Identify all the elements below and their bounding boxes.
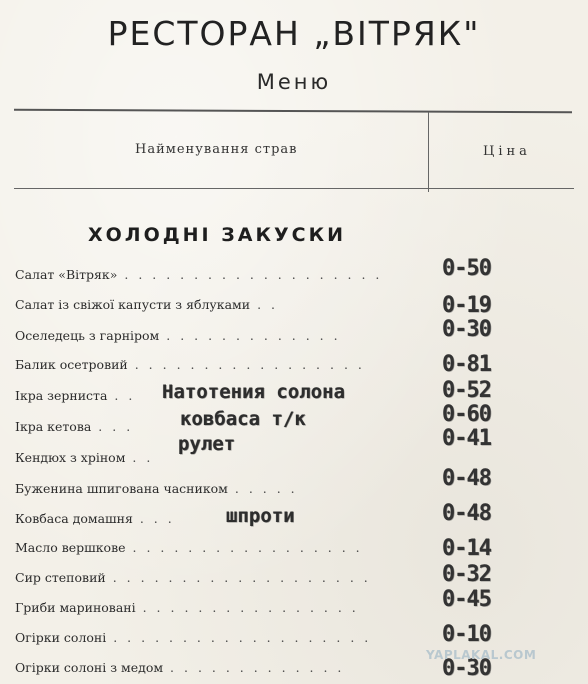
item-name: Оселедець з гарніром — [15, 328, 160, 343]
menu-item — [15, 297, 435, 317]
menu-item — [15, 511, 435, 531]
item-name: Буженина шпигована часником — [15, 481, 228, 496]
section-title-cold-appetizers: ХОЛОДНІ ЗАКУСКИ — [88, 224, 346, 246]
column-divider — [428, 112, 429, 192]
item-name: Ікра кетова — [15, 419, 92, 434]
item-dots: . . — [250, 297, 279, 312]
header-divider — [14, 188, 574, 189]
item-price: 0-48 — [442, 501, 491, 526]
typed-addition-natotenia: Натотения солона — [162, 381, 346, 403]
item-dots: . . . . . . . . . . . . . — [159, 328, 341, 343]
menu-subtitle: Меню — [256, 70, 332, 94]
item-dots: . . . . . . . . . . . . . . . . . — [127, 357, 365, 372]
item-price: 0-60 — [442, 402, 491, 427]
menu-item — [15, 357, 435, 377]
typed-addition-rulet: рулет — [178, 433, 236, 455]
item-price: 0-32 — [442, 562, 491, 587]
item-dots: . . . . . . . . . . . . . . . . . . . — [117, 267, 383, 282]
column-header-name: Найменування страв — [135, 142, 298, 157]
item-name: Гриби мариновані — [15, 600, 136, 615]
item-price: 0-50 — [442, 256, 491, 281]
item-dots: . . — [125, 450, 154, 465]
item-name: Кендюх з хріном — [15, 450, 126, 465]
typed-addition-shproty: шпроти — [226, 505, 295, 527]
menu-item — [15, 481, 435, 501]
typed-addition-kovbasa: ковбаса т/к — [180, 408, 306, 430]
item-price: 0-81 — [442, 352, 491, 377]
item-dots: . . . . . — [227, 481, 298, 496]
menu-item — [15, 540, 435, 560]
item-price: 0-10 — [442, 622, 491, 647]
menu-item — [15, 600, 435, 620]
item-dots: . . — [107, 388, 136, 403]
item-price: 0-30 — [442, 317, 491, 342]
item-price: 0-41 — [442, 426, 491, 451]
column-header-price: Ціна — [483, 144, 531, 159]
item-price: 0-45 — [442, 587, 491, 612]
item-name: Балик осетровий — [15, 357, 128, 372]
menu-item — [15, 267, 435, 287]
item-name: Сир степовий — [15, 570, 106, 585]
item-price: 0-48 — [442, 466, 491, 491]
menu-item — [15, 660, 435, 680]
item-name: Огірки солоні з медом — [15, 660, 164, 675]
item-name: Масло вершкове — [15, 540, 126, 555]
watermark-text: YAPLAKAL.COM — [426, 648, 537, 662]
item-name: Ікра зерниста — [15, 388, 108, 403]
item-name: Салат із свіжої капусти з яблуками — [15, 297, 251, 312]
item-name: Ковбаса домашня — [15, 511, 133, 526]
item-price: 0-14 — [442, 536, 491, 561]
restaurant-title: РЕСТОРАН „ВІТРЯК" — [107, 14, 481, 53]
item-name: Огірки солоні — [15, 630, 107, 645]
item-dots: . . . . . . . . . . . . . . . . . . . — [105, 570, 371, 585]
menu-item — [15, 570, 435, 590]
item-price: 0-19 — [442, 293, 491, 318]
item-price: 0-52 — [442, 378, 491, 403]
menu-item — [15, 328, 435, 348]
item-dots: . . . — [91, 419, 134, 434]
item-dots: . . . . . . . . . . . . . . . . . — [125, 540, 363, 555]
menu-item — [15, 630, 435, 650]
item-name: Салат «Вітряк» — [15, 267, 118, 282]
item-price: 0-30 — [442, 656, 491, 681]
item-dots: . . . . . . . . . . . . . . . . — [135, 600, 359, 615]
item-dots: . . . — [132, 511, 175, 526]
item-dots: . . . . . . . . . . . . . — [163, 660, 345, 675]
item-dots: . . . . . . . . . . . . . . . . . . . — [106, 630, 372, 645]
